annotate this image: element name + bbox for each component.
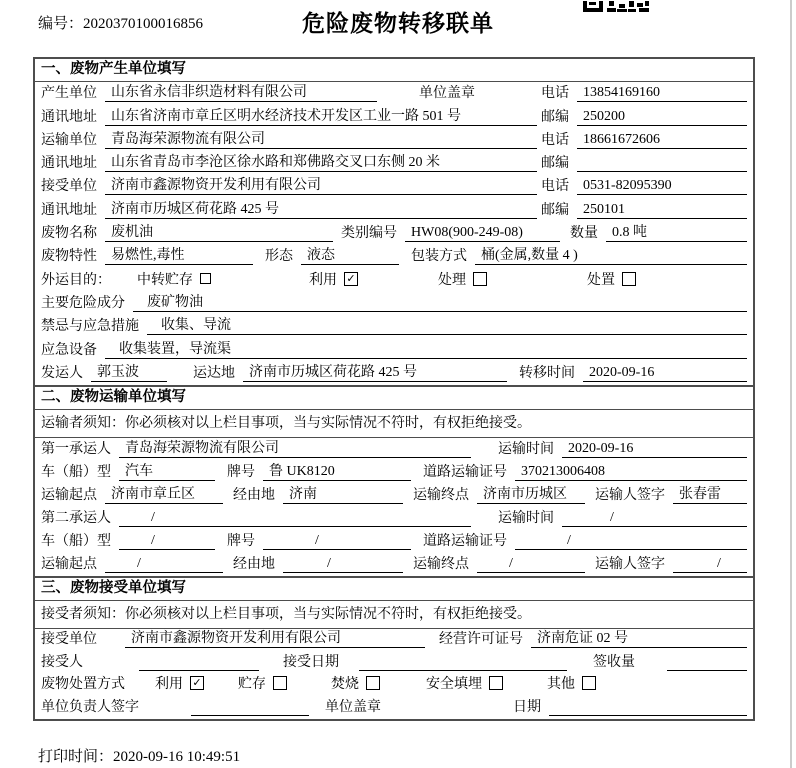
manifest-form bbox=[33, 57, 755, 721]
receiver-value: 济南市鑫源物资开发利用有限公司 bbox=[105, 174, 537, 195]
checkbox bbox=[582, 676, 596, 690]
quantity-label: 数量 bbox=[570, 226, 598, 242]
producer-phone-value: 13854169160 bbox=[577, 85, 747, 102]
disposal-label: 废物处置方式 bbox=[41, 677, 125, 693]
origin-label: 运输起点 bbox=[41, 487, 97, 503]
purpose-option-use bbox=[309, 269, 358, 289]
unit-seal-label: 单位盖章 bbox=[419, 86, 475, 102]
carrier1-time-label: 运输时间 bbox=[498, 441, 554, 457]
checkbox bbox=[622, 272, 636, 286]
row-transporter-address bbox=[35, 152, 753, 175]
carrier2-value: / bbox=[119, 510, 471, 527]
checkbox-label: 其他 bbox=[547, 677, 575, 693]
equipment-value: 收集装置，导流渠 bbox=[105, 338, 747, 359]
checkbox-label: 利用 bbox=[309, 272, 337, 288]
waste-name-label: 废物名称 bbox=[41, 226, 97, 242]
serial-value: 2020370100016856 bbox=[83, 16, 204, 32]
receive-unit-label: 接受单位 bbox=[41, 632, 97, 648]
row-disposal bbox=[35, 674, 753, 697]
category-value: HW08(900-249-08) bbox=[405, 225, 560, 242]
row-receiver bbox=[35, 175, 753, 198]
disposal-option-store bbox=[238, 673, 287, 693]
receiver-addr-value: 济南市历城区荷花路 425 号 bbox=[105, 198, 537, 219]
receiver-notice: 接受者须知：你必须核对以上栏目事项，当与实际情况不符时，有权拒绝接受。 bbox=[35, 601, 753, 629]
receiver-addr-label: 通讯地址 bbox=[41, 202, 97, 218]
checkbox-label: 贮存 bbox=[238, 677, 266, 693]
end2-label: 运输终点 bbox=[413, 556, 469, 572]
taboo-label: 禁忌与应急措施 bbox=[41, 319, 139, 335]
receive-date-value bbox=[359, 670, 567, 671]
checkbox-label: 利用 bbox=[155, 677, 183, 693]
license-value: 济南危证 02 号 bbox=[531, 627, 747, 648]
disposal-option-other bbox=[547, 673, 596, 693]
disposal-option-burn bbox=[331, 673, 380, 693]
end-label: 运输终点 bbox=[413, 487, 469, 503]
character-value: 易燃性,毒性 bbox=[105, 244, 253, 265]
print-time-value: 2020-09-16 10:49:51 bbox=[113, 749, 241, 765]
row-receiver-address bbox=[35, 198, 753, 221]
row-equipment bbox=[35, 338, 753, 361]
checkbox-checked: ✓ bbox=[190, 676, 204, 690]
row-carrier1-vehicle bbox=[35, 461, 753, 484]
shipper-value: 郭玉波 bbox=[91, 361, 167, 382]
transporter-value: 青岛海荣源物流有限公司 bbox=[105, 128, 537, 149]
row-purpose bbox=[35, 268, 753, 291]
disposal-option-landfill bbox=[426, 673, 503, 693]
transporter-addr-value: 山东省青岛市李沧区徐水路和郑佛路交叉口东侧 20 米 bbox=[105, 151, 537, 172]
row-carrier1 bbox=[35, 438, 753, 461]
receiver-zip-label: 邮编 bbox=[541, 202, 569, 218]
producer-addr-label: 通讯地址 bbox=[41, 109, 97, 125]
receive-date-label: 接受日期 bbox=[283, 654, 339, 670]
license-label: 经营许可证号 bbox=[439, 632, 523, 648]
qr-code-icon bbox=[583, 0, 649, 18]
checkbox bbox=[366, 676, 380, 690]
section-2-header: 二、废物运输单位填写 bbox=[35, 387, 753, 410]
character-label: 废物特性 bbox=[41, 249, 97, 265]
destination-label: 运达地 bbox=[193, 365, 235, 381]
quantity-value: 0.8 吨 bbox=[606, 221, 747, 242]
row-recipient bbox=[35, 651, 753, 674]
road-permit-label: 道路运输证号 bbox=[423, 464, 507, 480]
producer-zip-label: 邮编 bbox=[541, 109, 569, 125]
producer-value: 山东省永信非织造材料有限公司 bbox=[105, 81, 377, 102]
transporter-zip-label: 邮编 bbox=[541, 156, 569, 172]
carrier1-time-value: 2020-09-16 bbox=[562, 441, 747, 458]
section-1-header: 一、废物产生单位填写 bbox=[35, 59, 753, 82]
carrier2-label: 第二承运人 bbox=[41, 510, 111, 526]
end-value: 济南市历城区 bbox=[477, 483, 585, 504]
origin2-label: 运输起点 bbox=[41, 556, 97, 572]
print-time bbox=[38, 745, 240, 766]
unit-seal2-label: 单位盖章 bbox=[325, 699, 381, 715]
plate2-label: 牌号 bbox=[227, 533, 255, 549]
transporter-notice: 运输者须知：你必须核对以上栏目事项，当与实际情况不符时，有权拒绝接受。 bbox=[35, 410, 753, 438]
producer-phone-label: 电话 bbox=[541, 86, 569, 102]
purpose-option-treat bbox=[438, 269, 487, 289]
sign-value: 张春雷 bbox=[673, 483, 747, 504]
row-transporter bbox=[35, 129, 753, 152]
purpose-option-storage bbox=[137, 269, 211, 289]
transporter-phone-label: 电话 bbox=[541, 132, 569, 148]
receiver-phone-value: 0531-82095390 bbox=[577, 178, 747, 195]
producer-addr-value: 山东省济南市章丘区明水经济技术开发区工业一路 501 号 bbox=[105, 105, 537, 126]
packing-value: 桶(金属,数量 4 ) bbox=[475, 244, 747, 265]
plate-value: 鲁 UK8120 bbox=[263, 460, 411, 481]
road-permit2-label: 道路运输证号 bbox=[423, 533, 507, 549]
manager-sign-label: 单位负责人签字 bbox=[41, 699, 139, 715]
carrier2-time-label: 运输时间 bbox=[498, 510, 554, 526]
purpose-label: 外运目的： bbox=[41, 272, 111, 288]
sign2-value: / bbox=[673, 556, 747, 573]
waste-name-value: 废机油 bbox=[105, 221, 333, 242]
hazard-value: 废矿物油 bbox=[133, 291, 747, 312]
hazard-label: 主要危险成分 bbox=[41, 295, 125, 311]
receive-unit-value: 济南市鑫源物资开发利用有限公司 bbox=[125, 627, 425, 648]
row-hazard bbox=[35, 292, 753, 315]
origin-value: 济南市章丘区 bbox=[105, 483, 223, 504]
section-3-header: 三、废物接受单位填写 bbox=[35, 578, 753, 601]
receiver-phone-label: 电话 bbox=[541, 179, 569, 195]
checkbox-label: 焚烧 bbox=[331, 677, 359, 693]
manager-sign-value bbox=[191, 715, 309, 716]
via-label: 经由地 bbox=[233, 487, 275, 503]
carrier1-label: 第一承运人 bbox=[41, 441, 111, 457]
row-carrier2 bbox=[35, 507, 753, 530]
disposal-option-use bbox=[155, 673, 204, 693]
plate2-value: / bbox=[263, 533, 411, 550]
transfer-time-label: 转移时间 bbox=[519, 365, 575, 381]
via-value: 济南 bbox=[283, 483, 403, 504]
checkbox bbox=[473, 272, 487, 286]
page-edge-line bbox=[790, 0, 792, 768]
form-title: 危险废物转移联单 bbox=[302, 11, 494, 36]
checkbox-label: 中转贮存 bbox=[137, 272, 193, 288]
transporter-zip-value bbox=[577, 171, 747, 172]
section-receiver bbox=[35, 576, 753, 719]
road-permit2-value: / bbox=[515, 533, 747, 550]
vehicle-value: 汽车 bbox=[119, 460, 215, 481]
producer-label: 产生单位 bbox=[41, 86, 97, 102]
print-time-label: 打印时间： bbox=[38, 749, 114, 765]
row-producer-address bbox=[35, 105, 753, 128]
receiver-label: 接受单位 bbox=[41, 179, 97, 195]
section-transporter bbox=[35, 385, 753, 576]
form-label: 形态 bbox=[265, 249, 293, 265]
checkbox bbox=[200, 273, 211, 284]
end2-value: / bbox=[477, 556, 585, 573]
transporter-phone-value: 18661672606 bbox=[577, 132, 747, 149]
row-taboo bbox=[35, 315, 753, 338]
section-producer bbox=[35, 59, 753, 385]
date2-value bbox=[549, 715, 747, 716]
shipper-label: 发运人 bbox=[41, 365, 83, 381]
sign2-label: 运输人签字 bbox=[595, 556, 665, 572]
category-label: 类别编号 bbox=[341, 226, 397, 242]
row-carrier2-route bbox=[35, 553, 753, 576]
purpose-option-dispose bbox=[587, 269, 636, 289]
row-waste-character bbox=[35, 245, 753, 268]
origin2-value: / bbox=[105, 556, 223, 573]
packing-label: 包装方式 bbox=[411, 249, 467, 265]
checkbox-checked: ✓ bbox=[344, 272, 358, 286]
vehicle2-value: / bbox=[119, 533, 215, 550]
row-carrier1-route bbox=[35, 484, 753, 507]
sign-label: 运输人签字 bbox=[595, 487, 665, 503]
checkbox bbox=[489, 676, 503, 690]
taboo-value: 收集、导流 bbox=[147, 314, 747, 335]
recipient-label: 接受人 bbox=[41, 654, 83, 670]
equipment-label: 应急设备 bbox=[41, 342, 97, 358]
transporter-addr-label: 通讯地址 bbox=[41, 156, 97, 172]
date2-label: 日期 bbox=[513, 699, 541, 715]
destination-value: 济南市历城区荷花路 425 号 bbox=[243, 361, 507, 382]
serial-label: 编号： bbox=[38, 16, 84, 32]
amount-value bbox=[667, 670, 747, 671]
form-value: 液态 bbox=[301, 244, 399, 265]
carrier2-time-value: / bbox=[562, 510, 747, 527]
row-shipper bbox=[35, 362, 753, 385]
carrier1-value: 青岛海荣源物流有限公司 bbox=[119, 437, 471, 458]
checkbox-label: 处理 bbox=[438, 272, 466, 288]
transporter-label: 运输单位 bbox=[41, 132, 97, 148]
row-manager-sign bbox=[35, 696, 753, 719]
row-carrier2-vehicle bbox=[35, 530, 753, 553]
checkbox-label: 处置 bbox=[587, 272, 615, 288]
checkbox-label: 安全填埋 bbox=[426, 677, 482, 693]
row-producer bbox=[35, 82, 753, 105]
producer-zip-value: 250200 bbox=[577, 109, 747, 126]
plate-label: 牌号 bbox=[227, 464, 255, 480]
vehicle2-label: 车（船）型 bbox=[41, 533, 111, 549]
road-permit-value: 370213006408 bbox=[515, 464, 747, 481]
via2-label: 经由地 bbox=[233, 556, 275, 572]
receiver-zip-value: 250101 bbox=[577, 202, 747, 219]
row-receive-unit bbox=[35, 629, 753, 652]
vehicle-label: 车（船）型 bbox=[41, 464, 111, 480]
row-waste-name bbox=[35, 222, 753, 245]
transfer-time-value: 2020-09-16 bbox=[583, 365, 747, 382]
amount-label: 签收量 bbox=[593, 654, 635, 670]
via2-value: / bbox=[283, 556, 403, 573]
recipient-value bbox=[139, 670, 259, 671]
checkbox bbox=[273, 676, 287, 690]
